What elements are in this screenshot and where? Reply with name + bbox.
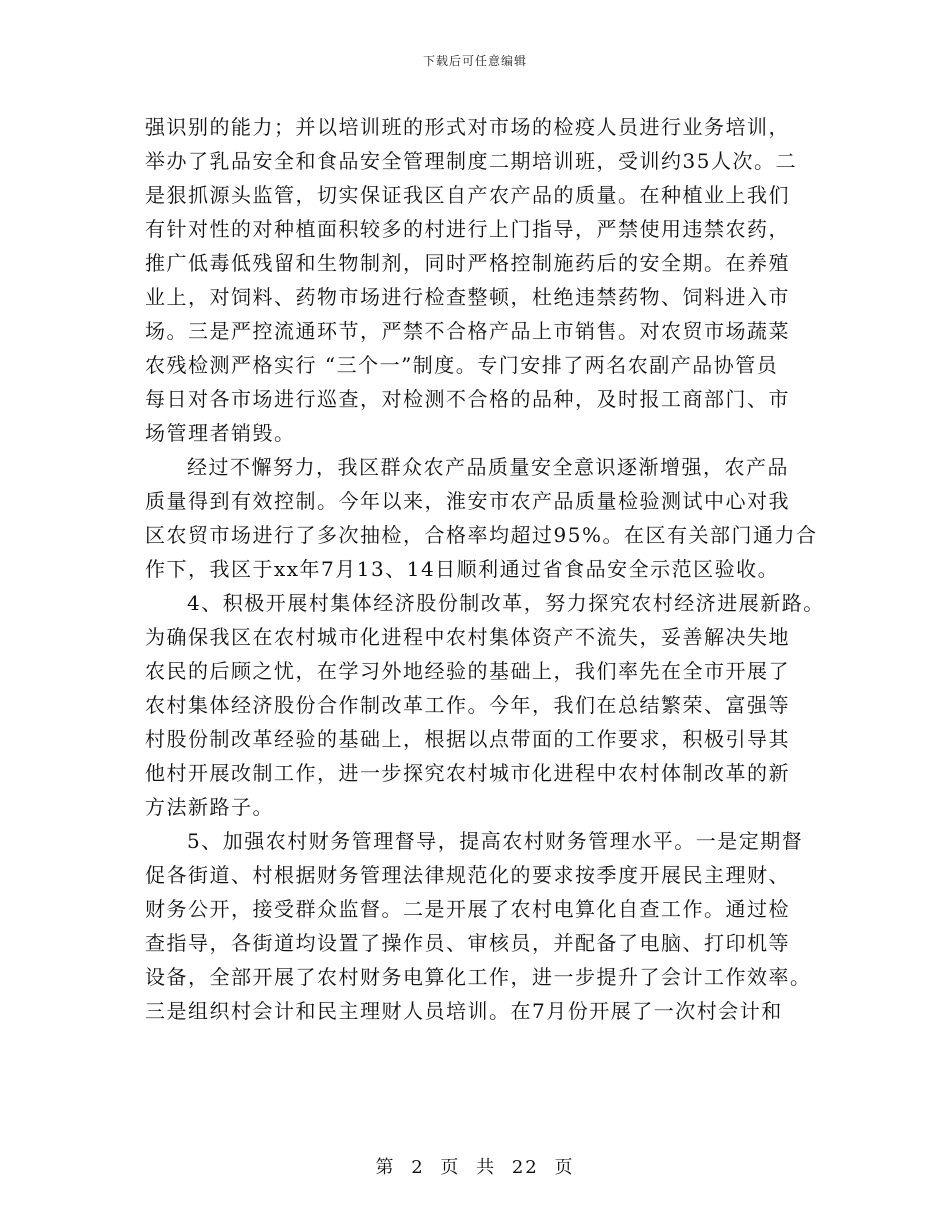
text-line: 有针对性的对种植面积较多的村进行上门指导，严禁使用违禁农药， [145,217,790,241]
text-line: 举办了乳品安全和食品安全管理制度二期培训班，受训约35人次。二 [145,149,797,173]
text-line: 设备，全部开展了农村财务电算化工作，进一步提升了会计工作效率。 [145,965,812,989]
text-line: 农民的后顾之忧，在学习外地经验的基础上，我们率先在全市开展了 [145,659,790,683]
page-header: 下载后可任意编辑 [422,54,527,68]
text-line: 场。三是严控流通环节，严禁不合格产品上市销售。对农贸市场蔬菜 [145,319,790,343]
text-line: 三是组织村会计和民主理财人员培训。在7月份开展了一次村会计和 [145,999,783,1023]
text-line: 方法新路子。 [145,795,274,819]
text-line: 村股份制改革经验的基础上，根据以点带面的工作要求，积极引导其 [145,727,790,751]
text-line: 5、加强农村财务管理督导，提高农村财务管理水平。一是定期督 [187,829,804,853]
page-footer: 第 2 页 共 22 页 [375,1157,575,1178]
document-body [145,110,835,1028]
text-line: 4、积极开展村集体经济股份制改革，努力探究农村经济进展新路。 [187,591,825,615]
text-line: 业上，对饲料、药物市场进行检查整顿，杜绝违禁药物、饲料进入市 [145,285,790,309]
text-line: 推广低毒低残留和生物制剂，同时严格控制施药后的安全期。在养殖 [145,251,790,275]
text-line: 他村开展改制工作，进一步探究农村城市化进程中农村体制改革的新 [145,761,790,785]
text-line: 农残检测严格实行 “三个一”制度。专门安排了两名农副产品协管员 [145,353,779,377]
text-line: 促各街道、村根据财务管理法律规范化的要求按季度开展民主理财、 [145,863,790,887]
text-line: 经过不懈努力，我区群众农产品质量安全意识逐渐增强，农产品 [187,455,789,479]
text-line: 强识别的能力；并以培训班的形式对市场的检疫人员进行业务培训， [145,115,790,139]
text-line: 质量得到有效控制。今年以来，淮安市农产品质量检验测试中心对我 [145,489,790,513]
text-line: 是狠抓源头监管，切实保证我区自产农产品的质量。在种植业上我们 [145,183,790,207]
text-line: 区农贸市场进行了多次抽检，合格率均超过95%。在区有关部门通力合 [145,523,818,547]
text-line: 每日对各市场进行巡查，对检测不合格的品种，及时报工商部门、市 [145,387,790,411]
text-line: 为确保我区在农村城市化进程中农村集体资产不流失，妥善解决失地 [145,625,790,649]
text-line: 场管理者销毁。 [145,421,296,445]
text-line: 作下，我区于xx年7月13、14日顺利通过省食品安全示范区验收。 [145,557,780,581]
text-line: 查指导，各街道均设置了操作员、审核员，并配备了电脑、打印机等 [145,931,790,955]
text-line: 农村集体经济股份合作制改革工作。今年，我们在总结繁荣、富强等 [145,693,790,717]
text-line: 财务公开，接受群众监督。二是开展了农村电算化自查工作。通过检 [145,897,790,921]
